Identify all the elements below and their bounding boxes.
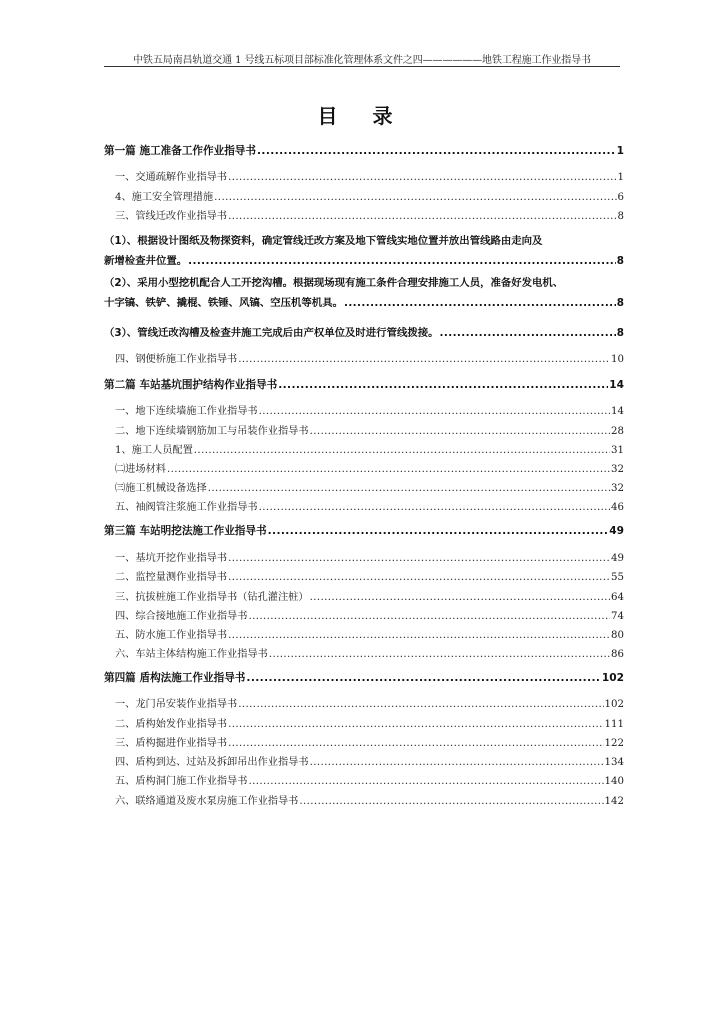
toc-entry-title: 三、抗拔桩施工作业指导书（钻孔灌注桩） — [115, 592, 309, 603]
toc-entry-page: 1 — [616, 145, 624, 157]
toc-item[interactable] — [104, 568, 624, 583]
toc-entry-page: 8 — [616, 327, 624, 339]
toc-entry-page: 8 — [616, 255, 624, 267]
toc-entry-page: 32 — [611, 483, 624, 494]
toc-entry-title: 三、管线迁改作业指导书 — [115, 211, 228, 222]
toc-para-line: （1）、根据设计图纸及物探资料，确定管线迁改方案及地下管线实地位置并放出管线路由走向及 — [104, 235, 543, 247]
leader-dots — [167, 464, 610, 475]
toc-entry-page: 14 — [609, 379, 624, 391]
leader-dots — [257, 145, 616, 157]
toc-part-3[interactable] — [104, 523, 624, 538]
toc-entry-page: 74 — [611, 611, 624, 622]
toc-para-1[interactable] — [104, 231, 624, 271]
toc-item[interactable] — [104, 607, 624, 622]
leader-dots — [246, 672, 600, 684]
toc-item[interactable] — [104, 588, 624, 603]
toc-item[interactable] — [104, 207, 624, 222]
toc-entry-title: 第三篇 车站明挖法施工作业指导书 — [104, 525, 267, 537]
leader-dots — [344, 293, 616, 313]
toc-entry-title: 四、综合接地施工作业指导书 — [115, 611, 248, 622]
toc-item[interactable] — [104, 479, 624, 494]
toc-entry-title: 六、车站主体结构施工作业指导书 — [115, 649, 268, 660]
toc-entry-title: 第二篇 车站基坑围护结构作业指导书 — [104, 379, 278, 391]
toc-entry-title: 五、盾构洞门施工作业指导书 — [115, 776, 248, 787]
leader-dots — [269, 649, 610, 660]
toc-entry-page: 6 — [617, 192, 624, 203]
leader-dots — [228, 738, 603, 749]
toc-entry-title: （3）、管线迁改沟槽及检查井施工完成后由产权单位及时进行管线拨接。 — [104, 327, 439, 339]
toc-item[interactable] — [104, 168, 624, 183]
leader-dots — [208, 483, 610, 494]
toc-entry-page: 49 — [611, 553, 624, 564]
leader-dots — [278, 379, 608, 391]
toc-entry-title: 二、地下连续墙钢筋加工与吊装作业指导书 — [115, 426, 309, 437]
toc-entry-page: 140 — [604, 776, 624, 787]
toc-entry-title: 4、施工安全管理措施 — [115, 192, 214, 203]
toc-entry-page: 1 — [617, 172, 624, 183]
toc-entry-title: ㈡进场材料 — [115, 464, 166, 475]
leader-dots — [299, 796, 603, 807]
leader-dots — [228, 719, 603, 730]
leader-dots — [214, 192, 616, 203]
toc-para-3[interactable] — [104, 324, 624, 339]
leader-dots — [228, 172, 616, 183]
toc-item[interactable] — [104, 188, 624, 203]
toc-entry-title: 第一篇 施工准备工作作业指导书 — [104, 145, 256, 157]
toc-item[interactable] — [104, 460, 624, 475]
toc-item[interactable] — [104, 350, 624, 365]
toc-entry-page: 10 — [611, 354, 624, 365]
toc-item[interactable] — [104, 753, 624, 768]
toc-entry-page: 64 — [611, 592, 624, 603]
toc-item[interactable] — [104, 645, 624, 660]
toc-item[interactable] — [104, 695, 624, 710]
toc-entry-page: 8 — [617, 211, 624, 222]
toc-entry-page: 86 — [611, 649, 624, 660]
toc-entry-title: 十字镐、铁铲、撬棍、铁锤、风镐、空压机等机具。 — [104, 297, 343, 309]
leader-dots — [310, 757, 604, 768]
toc-item[interactable] — [104, 715, 624, 730]
leader-dots — [188, 251, 616, 271]
toc-item[interactable] — [104, 792, 624, 807]
header-rule — [104, 66, 620, 67]
leader-dots — [310, 592, 610, 603]
toc-entry-title: 四、钢便桥施工作业指导书 — [115, 354, 238, 365]
toc-entry-page: 8 — [616, 297, 624, 309]
toc-entry-page: 14 — [611, 406, 624, 417]
toc-entry-page: 134 — [604, 757, 624, 768]
leader-dots — [310, 426, 610, 437]
toc-entry-page: 122 — [604, 738, 624, 749]
toc-entry-title: 五、袖阀管注浆施工作业指导书 — [115, 502, 258, 513]
leader-dots — [248, 776, 603, 787]
toc-entry-title: 五、防水施工作业指导书 — [115, 630, 228, 641]
leader-dots — [228, 572, 610, 583]
toc-part-1[interactable] — [104, 143, 624, 158]
toc-entry-page: 111 — [604, 719, 624, 730]
leader-dots — [228, 630, 610, 641]
toc-entry-title: 一、地下连续墙施工作业指导书 — [115, 406, 258, 417]
toc-part-2[interactable] — [104, 377, 624, 392]
leader-dots — [259, 406, 610, 417]
toc-entry-page: 31 — [611, 445, 624, 456]
toc-entry-title: 新增检查井位置。 — [104, 255, 188, 267]
toc-entry-page: 46 — [611, 502, 624, 513]
toc-entry-page: 55 — [611, 572, 624, 583]
toc-item[interactable] — [104, 549, 624, 564]
toc-item[interactable] — [104, 441, 624, 456]
leader-dots — [238, 699, 603, 710]
toc-item[interactable] — [104, 422, 624, 437]
toc-entry-title: 一、龙门吊安装作业指导书 — [115, 699, 238, 710]
leader-dots — [228, 211, 616, 222]
toc-entry-page: 32 — [611, 464, 624, 475]
running-header: 中铁五局南昌轨道交通 1 号线五标项目部标准化管理体系文件之四——————地铁工程施工作业指导书 — [133, 55, 591, 66]
toc-entry-page: 102 — [601, 672, 624, 684]
toc-item[interactable] — [104, 772, 624, 787]
leader-dots — [194, 445, 610, 456]
toc-item[interactable] — [104, 402, 624, 417]
leader-dots — [228, 553, 610, 564]
toc-entry-title: 二、盾构始发作业指导书 — [115, 719, 228, 730]
toc-entry-title: 二、监控量测作业指导书 — [115, 572, 228, 583]
toc-entry-title: 一、交通疏解作业指导书 — [115, 172, 228, 183]
toc-entry-title: 1、施工人员配置 — [115, 445, 193, 456]
leader-dots — [259, 502, 610, 513]
toc-item[interactable] — [104, 498, 624, 513]
toc-entry-page: 80 — [611, 630, 624, 641]
toc-part-4[interactable] — [104, 670, 624, 685]
toc-entry-title: 四、盾构到达、过站及拆卸吊出作业指导书 — [115, 757, 309, 768]
leader-dots — [238, 354, 610, 365]
toc-entry-title: 一、基坑开挖作业指导书 — [115, 553, 228, 564]
toc-entry-page: 102 — [604, 699, 624, 710]
toc-entry-title: ㈢施工机械设备选择 — [115, 483, 207, 494]
leader-dots — [268, 525, 609, 537]
leader-dots — [248, 611, 610, 622]
toc-para-2[interactable] — [104, 273, 624, 313]
toc-entry-page: 28 — [611, 426, 624, 437]
leader-dots — [440, 327, 616, 339]
toc-entry-page: 49 — [609, 525, 624, 537]
toc-entry-title: 三、盾构掘进作业指导书 — [115, 738, 228, 749]
toc-item[interactable] — [104, 734, 624, 749]
toc-entry-title: 第四篇 盾构法施工作业指导书 — [104, 672, 246, 684]
toc-entry-page: 142 — [604, 796, 624, 807]
toc-para-line: （2）、采用小型挖机配合人工开挖沟槽。根据现场现有施工条件合理安排施工人员，准备好发电机、 — [104, 277, 564, 289]
toc-entry-title: 六、联络通道及废水泵房施工作业指导书 — [115, 796, 299, 807]
toc-title: 目 录 — [317, 104, 407, 128]
toc-item[interactable] — [104, 626, 624, 641]
